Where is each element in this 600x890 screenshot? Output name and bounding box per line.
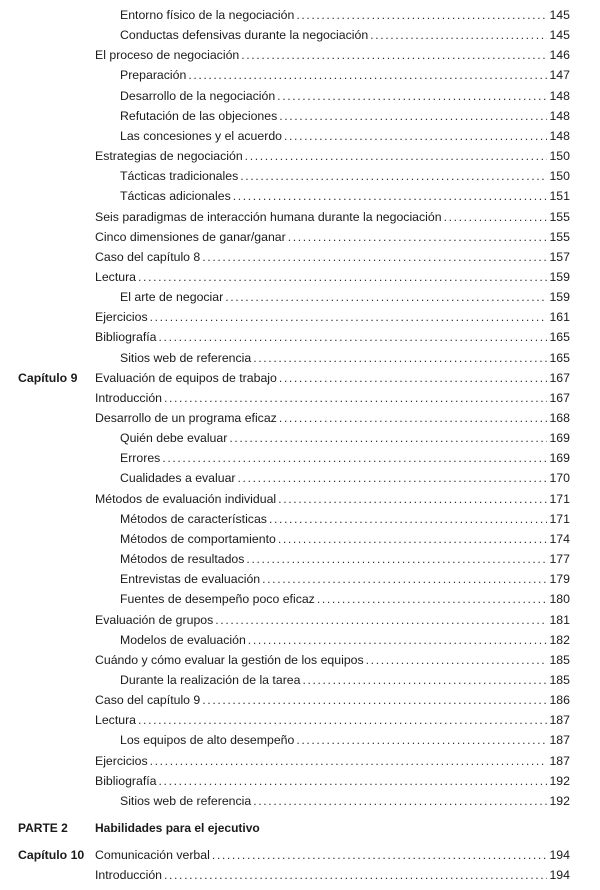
dot-leader [202,247,547,267]
toc-entry [120,348,570,368]
toc-entry-page: 145 [549,28,570,43]
toc-entry [120,791,570,811]
toc-entry-page: 147 [549,68,570,83]
toc-entry-title: Caso del capítulo 8 [95,249,201,264]
toc-entry-title: Fuentes de desempeño poco eficaz [120,592,315,607]
toc-entry-title: Métodos de comportamiento [120,531,276,546]
toc-entry-page: 150 [549,169,570,184]
toc-entry-title: Conductas defensivas durante la negociación [120,28,369,43]
chapter-label: Capítulo 10 [18,848,85,862]
dot-leader [370,25,547,45]
toc-entry [120,166,570,186]
toc-entry-title: Bibliografía [95,773,157,788]
toc-entry [120,529,570,549]
dot-leader [284,126,547,146]
dot-leader [159,327,548,347]
toc-entry [95,690,570,710]
toc-entry [95,207,570,227]
toc-entry [95,227,570,247]
dot-leader [278,529,548,549]
toc-entry-title: Sitios web de referencia [120,350,252,365]
toc-entry-title: Quién debe evaluar [120,431,228,446]
toc-entry [120,106,570,126]
toc-entry-title: Métodos de características [120,511,267,526]
toc-entry-title: Tácticas adicionales [120,189,231,204]
toc-entry [95,489,570,509]
toc-entry-title: Lectura [95,713,137,728]
toc-entry-title: Introducción [95,868,162,882]
toc-entry-page: 194 [549,868,570,882]
toc-entry [120,65,570,85]
dot-leader [212,845,548,865]
toc-entry-page: 174 [549,531,570,546]
toc-entry-page: 148 [549,108,570,123]
dot-leader [233,186,548,206]
toc-entry-page: 159 [549,290,570,305]
dot-leader [296,730,547,750]
toc-entry [120,25,570,45]
dot-leader [444,207,548,227]
toc-entry-page: 146 [549,48,570,63]
dot-leader [164,388,547,408]
toc-entry [120,569,570,589]
toc-entry [95,771,570,791]
dot-leader [279,106,547,126]
toc-entry [95,408,570,428]
dot-leader [302,670,547,690]
toc-entry-page: 165 [549,350,570,365]
dot-leader [277,86,547,106]
dot-leader [159,771,548,791]
toc-entry [95,388,570,408]
toc-entry [95,368,570,388]
dot-leader [269,509,548,529]
toc-entry-page: 167 [549,370,570,385]
toc-entry-page: 187 [549,753,570,768]
dot-leader [164,865,547,885]
dot-leader [246,549,547,569]
dot-leader [150,307,548,327]
dot-leader [241,45,547,65]
toc-entry [95,146,570,166]
toc-entry-page: 187 [549,733,570,748]
dot-leader [188,65,547,85]
toc-entry-page: 169 [549,451,570,466]
toc-entry-page: 168 [549,411,570,425]
toc-entry-title: Bibliografía [95,330,157,345]
dot-leader [253,791,547,811]
toc-entry-title: Evaluación de equipos de trabajo [95,370,277,385]
toc-entry-page: 157 [549,249,570,264]
toc-entry-page: 165 [549,330,570,345]
toc-entry-page: 170 [549,471,570,486]
dot-leader [278,489,547,509]
toc-entry [120,428,570,448]
toc-entry [120,730,570,750]
toc-entry-title: Caso del capítulo 9 [95,693,201,708]
toc-entry-page: 145 [549,8,570,22]
toc-entry-page: 192 [549,773,570,788]
toc-entry-title: Seis paradigmas de interacción humana durante la negociación [95,209,442,224]
toc-entry-title: Modelos de evaluación [120,632,246,647]
toc-entry-page: 181 [549,612,570,627]
toc-entry [95,247,570,267]
toc-entry-page: 192 [549,793,570,808]
dot-leader [317,589,548,609]
part-title: Habilidades para el ejecutivo [95,821,260,835]
dot-leader [262,569,547,589]
toc-entry-title: Errores [120,451,161,466]
dot-leader [202,690,547,710]
toc-entry-title: Entorno físico de la negociación [120,8,295,22]
toc-entry-title: Desarrollo de un programa eficaz [95,411,277,425]
dot-leader [215,610,547,630]
toc-entry [120,589,570,609]
toc-entry-page: 180 [549,592,570,607]
toc-entry [95,327,570,347]
dot-leader [138,267,547,287]
dot-leader [240,166,547,186]
toc-entry-title: Tácticas tradicionales [120,169,239,184]
toc-entry-title: Lectura [95,269,137,284]
toc-entry-title: Sitios web de referencia [120,793,252,808]
part-label: PARTE 2 [18,821,68,835]
dot-leader [248,630,548,650]
toc-entry-title: Cualidades a evaluar [120,471,236,486]
toc-entry [120,468,570,488]
toc-entry-title: Refutación de las objeciones [120,108,278,123]
toc-entry [95,45,570,65]
dot-leader [279,408,548,428]
toc-entry-title: Comunicación verbal [95,848,210,862]
toc-entry-title: Introducción [95,390,162,405]
toc-entry-page: 148 [549,88,570,103]
dot-leader [225,287,547,307]
toc-entry-page: 171 [549,511,570,526]
toc-entry-title: Métodos de evaluación individual [95,491,277,506]
toc-entry [120,448,570,468]
dot-leader [245,146,548,166]
toc-entry-page: 155 [549,229,570,244]
dot-leader [150,751,548,771]
toc-entry [95,710,570,730]
toc-entry-title: Estrategias de negociación [95,149,243,164]
dot-leader [229,428,547,448]
toc-entry-page: 151 [549,189,570,204]
toc-entry-title: Durante la realización de la tarea [120,672,301,687]
dot-leader [279,368,548,388]
toc-entry-title: El arte de negociar [120,290,224,305]
toc-entry-page: 148 [549,128,570,143]
toc-entry-title: Cuándo y cómo evaluar la gestión de los equipos [95,652,364,667]
toc-entry-page: 161 [549,310,570,325]
toc-entry [120,670,570,690]
toc-entry-page: 186 [549,693,570,708]
toc-entry-page: 155 [549,209,570,224]
toc-entry-title: Entrevistas de evaluación [120,572,261,587]
dot-leader [162,448,547,468]
toc-entry-title: Cinco dimensiones de ganar/ganar [95,229,286,244]
toc-entry [120,549,570,569]
dot-leader [238,468,548,488]
toc-entry-page: 182 [549,632,570,647]
dot-leader [253,348,547,368]
dot-leader [366,650,548,670]
toc-entry-page: 177 [549,552,570,567]
toc-entry [120,86,570,106]
toc-entry-page: 167 [549,390,570,405]
toc-entry [95,610,570,630]
toc-entry-page: 159 [549,269,570,284]
toc-entry-page: 185 [549,672,570,687]
toc-entry [120,630,570,650]
toc-entry-title: Ejercicios [95,310,148,325]
toc-entry-title: Los equipos de alto desempeño [120,733,295,748]
toc-entry [95,845,570,865]
toc-entry-title: Preparación [120,68,187,83]
toc-entry [120,287,570,307]
toc-entry-page: 185 [549,652,570,667]
chapter-label: Capítulo 9 [18,370,78,385]
toc-entry-page: 171 [549,491,570,506]
toc-entry-page: 194 [549,848,570,862]
toc-entry-page: 179 [549,572,570,587]
toc-entry-page: 150 [549,149,570,164]
toc-entry [95,751,570,771]
toc-entry [95,267,570,287]
dot-leader [138,710,547,730]
toc-entry [120,509,570,529]
toc-entry [120,126,570,146]
toc-entry-title: Ejercicios [95,753,148,768]
dot-leader [288,227,548,247]
toc-entry-title: El proceso de negociación [95,48,240,63]
toc-entry-title: Evaluación de grupos [95,612,214,627]
toc-entry [95,650,570,670]
dot-leader [296,5,547,25]
toc-entry-title: Desarrollo de la negociación [120,88,276,103]
toc-entry [95,865,570,885]
toc-entry-title: Métodos de resultados [120,552,245,567]
toc-entry-title: Las concesiones y el acuerdo [120,128,283,143]
toc-entry [120,186,570,206]
toc-entry [120,5,570,25]
toc-entry [95,307,570,327]
toc-entry-page: 169 [549,431,570,446]
toc-entry-page: 187 [549,713,570,728]
